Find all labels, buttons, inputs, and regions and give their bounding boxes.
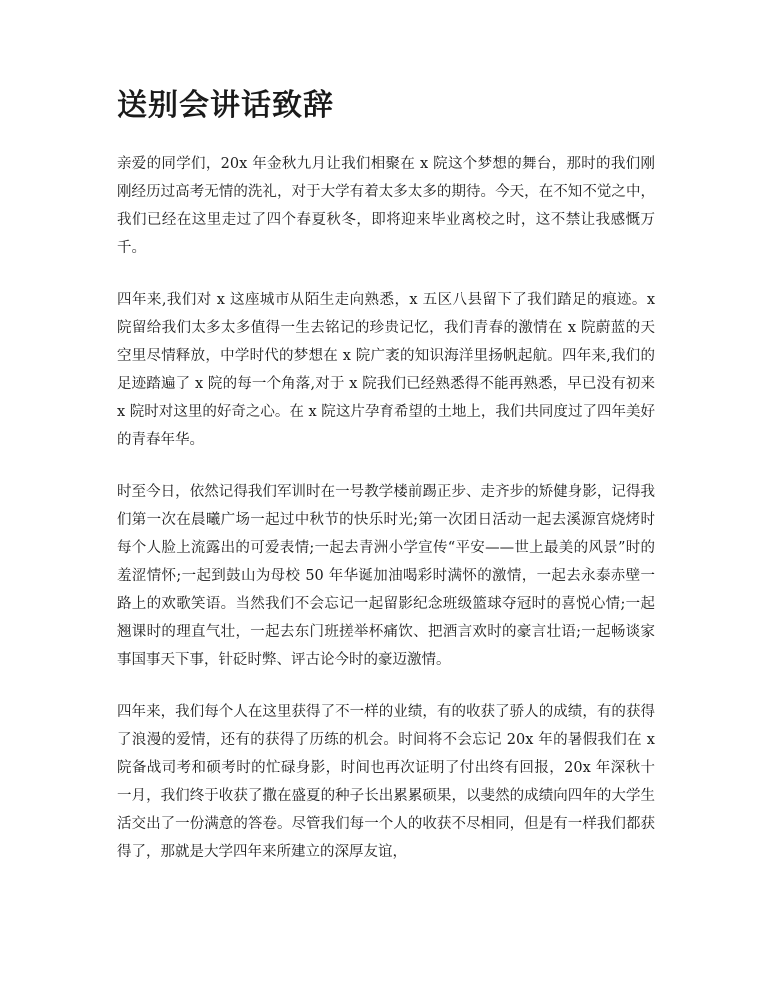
paragraph-3: 时至今日，依然记得我们军训时在一号教学楼前踢正步、走齐步的矫健身影，记得我们第一次在晨曦广场一起过中秋节的快乐时光;第一次团日活动一起去溪源宫烧烤时每个人脸上流露出的可爱表情;一起去青洲小学宣传“平安——世上最美的风景”时的羞涩情怀;一起到鼓山为母校 50 年华诞加油喝彩时满怀的激情，一起去永泰赤壁一路上的欢歌笑语。当然我们不会忘记一起留影纪念班级篮球夺冠时的喜悦心情;一起翘课时的理直气壮，一起去东门班搓举杯痛饮、把酒言欢时的豪言壮语;一起畅谈家事国事天下事，针砭时弊、评古论今时的豪迈激情。 xyxy=(117,484,655,668)
paragraph-4: 四年来，我们每个人在这里获得了不一样的业绩，有的收获了骄人的成绩，有的获得了浪漫的爱情，还有的获得了历练的机会。时间将不会忘记 20x 年的暑假我们在 x 院备战司考和硕考时的忙碌身影，时间也再次证明了付出终有回报，20x 年深秋十一月，我们终于收获了撒在盛夏的种子长出累累硕果，以斐然的成绩向四年的大学生活交出了一份满意的答卷。尽管我们每一个人的收获不尽相同，但是有一样我们都获得了，那就是大学四年来所建立的深厚友谊， xyxy=(117,704,655,860)
document-body xyxy=(117,150,655,890)
document-title: 送别会讲话致辞 xyxy=(117,88,334,123)
paragraph-1: 亲爱的同学们，20x 年金秋九月让我们相聚在 x 院这个梦想的舞台，那时的我们刚刚经历过高考无情的洗礼，对于大学有着太多太多的期待。今天，在不知不觉之中，我们已经在这里走过了四个春夏秋冬，即将迎来毕业离校之时，这不禁让我感慨万千。 xyxy=(117,156,655,256)
paragraph-2: 四年来,我们对 x 这座城市从陌生走向熟悉，x 五区八县留下了我们踏足的痕迹。x 院留给我们太多太多值得一生去铭记的珍贵记忆，我们青春的激情在 x 院蔚蓝的天空里尽情释放，中学时代的梦想在 x 院广袤的知识海洋里扬帆起航。四年来,我们的足迹踏遍了 x 院的每一个角落,对于 x 院我们已经熟悉得不能再熟悉，早已没有初来 x 院时对这里的好奇之心。在 x 院这片孕育希望的土地上，我们共同度过了四年美好的青春年华。 xyxy=(117,292,655,448)
